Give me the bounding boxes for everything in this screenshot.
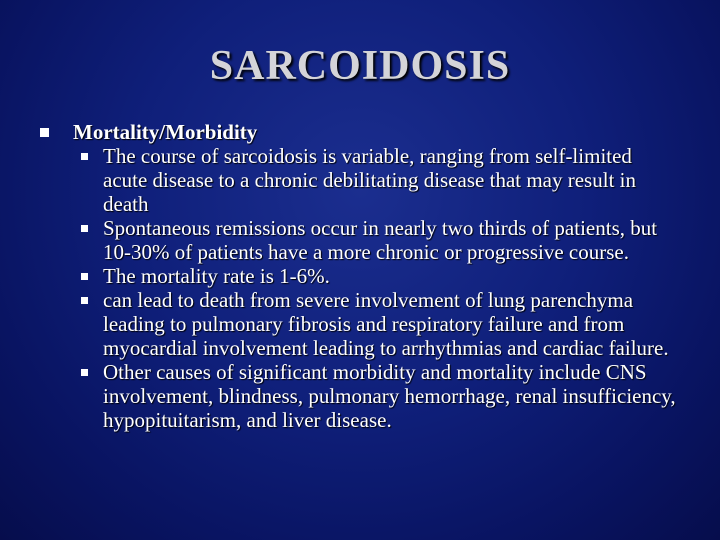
slide-content — [40, 120, 690, 432]
square-bullet-icon — [40, 128, 49, 137]
square-bullet-icon — [81, 153, 88, 160]
list-item-text: Spontaneous remissions occur in nearly two thirds of patients, but 10-30% of patients have a more chronic or progressive course. — [103, 216, 658, 264]
square-bullet-icon — [81, 273, 88, 280]
list-item — [81, 144, 690, 216]
square-bullet-icon — [81, 297, 88, 304]
list-item-text: can lead to death from severe involvement of lung parenchyma leading to pulmonary fibrosis and respiratory failure and from myocardial involvement leading to arrhythmias and cardiac failure. — [103, 288, 669, 360]
list-item-text: The course of sarcoidosis is variable, ranging from self-limited acute disease to a chronic debilitating disease that may result in death — [103, 144, 636, 216]
list-item — [81, 288, 690, 360]
list-item-text: The mortality rate is 1-6%. — [103, 264, 330, 288]
sub-bullet-list — [81, 144, 690, 432]
square-bullet-icon — [81, 225, 88, 232]
list-item-text: Other causes of significant morbidity and mortality include CNS involvement, blindness, pulmonary hemorrhage, renal insufficiency, hypopituitarism, and liver disease. — [103, 360, 676, 432]
heading-text: Mortality/Morbidity — [73, 120, 258, 144]
square-bullet-icon — [81, 369, 88, 376]
slide-title: SARCOIDOSIS — [209, 43, 511, 89]
list-item — [81, 216, 690, 264]
bullet-heading — [40, 120, 690, 144]
list-item — [81, 360, 690, 432]
list-item — [81, 264, 690, 288]
